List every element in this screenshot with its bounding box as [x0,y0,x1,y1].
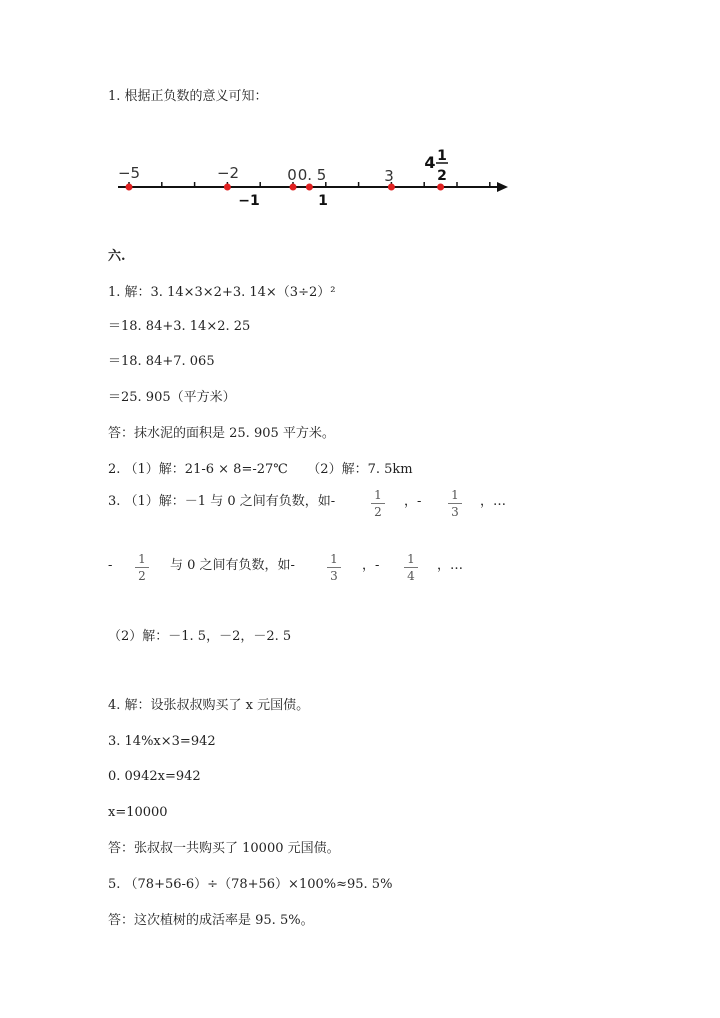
s3-line1-sep: ，- [404,494,422,509]
label-below-1: 1 [318,193,328,209]
fraction-d-num: 1 [330,552,338,566]
s3-line2-end: ，… [437,558,464,573]
s1-line1: 1. 解：3. 14×3×2+3. 14×（3÷2）² [108,285,336,300]
s4-line4: x=10000 [108,805,168,820]
s1-answer: 答：抹水泥的面积是 25. 905 平方米。 [108,426,335,441]
point-5 [437,184,444,191]
fraction-b-den: 3 [451,505,459,519]
s3-line2-start: - [108,558,113,573]
section-title: 六. [108,249,126,264]
fraction-e [404,552,418,583]
s3-line1-end: ，… [480,494,507,509]
s4-answer: 答：张叔叔一共购买了 10000 元国债。 [108,841,340,856]
mixed-denominator: 2 [437,168,447,184]
point-3 [306,184,313,191]
s3-line2-sep: ，- [362,558,380,573]
fraction-d [327,552,341,583]
s1-line2: ＝18. 84+3. 14×2. 25 [108,319,251,334]
label-neg5: −5 [117,164,141,182]
fraction-a-den: 2 [374,505,382,519]
point-1 [224,184,231,191]
s4-line2: 3. 14%x×3=942 [108,734,216,749]
fraction-c-num: 1 [138,552,146,566]
s4-line1: 4. 解：设张叔叔购买了 x 元国债。 [108,698,310,713]
fraction-a [371,488,385,519]
s1-line3: ＝18. 84+7. 065 [108,354,215,369]
number-line-arrow [497,182,508,192]
label-neg2: −2 [216,164,240,182]
s5-answer: 答：这次植树的成活率是 95. 5%。 [108,913,314,928]
s2-line1: 2. （1）解：21-6 × 8=-27℃ （2）解：7. 5km [108,462,413,477]
s5-line1: 5. （78+56-6）÷（78+56）×100%≈95. 5% [108,877,393,892]
fraction-b [448,488,462,519]
fraction-e-den: 4 [407,569,415,583]
point-0 [126,184,133,191]
fraction-e-num: 1 [407,552,415,566]
s3-line1: 3. （1）解：－1 与 0 之间有负数，如- [108,494,336,509]
fraction-c [135,552,149,583]
label-3: 3 [384,167,394,185]
s3-line2-mid: 与 0 之间有负数，如- [170,558,295,573]
mixed-numerator: 1 [437,148,447,164]
label-0-5: 0. 5 [297,166,327,184]
point-2 [290,184,297,191]
fraction-d-den: 3 [330,569,338,583]
fraction-c-den: 2 [138,569,146,583]
s1-line4: ＝25. 905（平方米） [108,390,236,405]
mixed-whole: 4 [424,153,436,172]
q1-text: 1. 根据正负数的意义可知： [108,89,268,104]
label-below-neg1: −1 [238,193,260,209]
label-0: 0 [287,166,297,184]
number-line-figure [108,140,518,220]
fraction-a-num: 1 [374,488,382,502]
fraction-b-num: 1 [451,488,459,502]
s3-line3: （2）解：－1. 5，－2，－2. 5 [108,629,292,644]
s4-line3: 0. 0942x=942 [108,769,201,784]
